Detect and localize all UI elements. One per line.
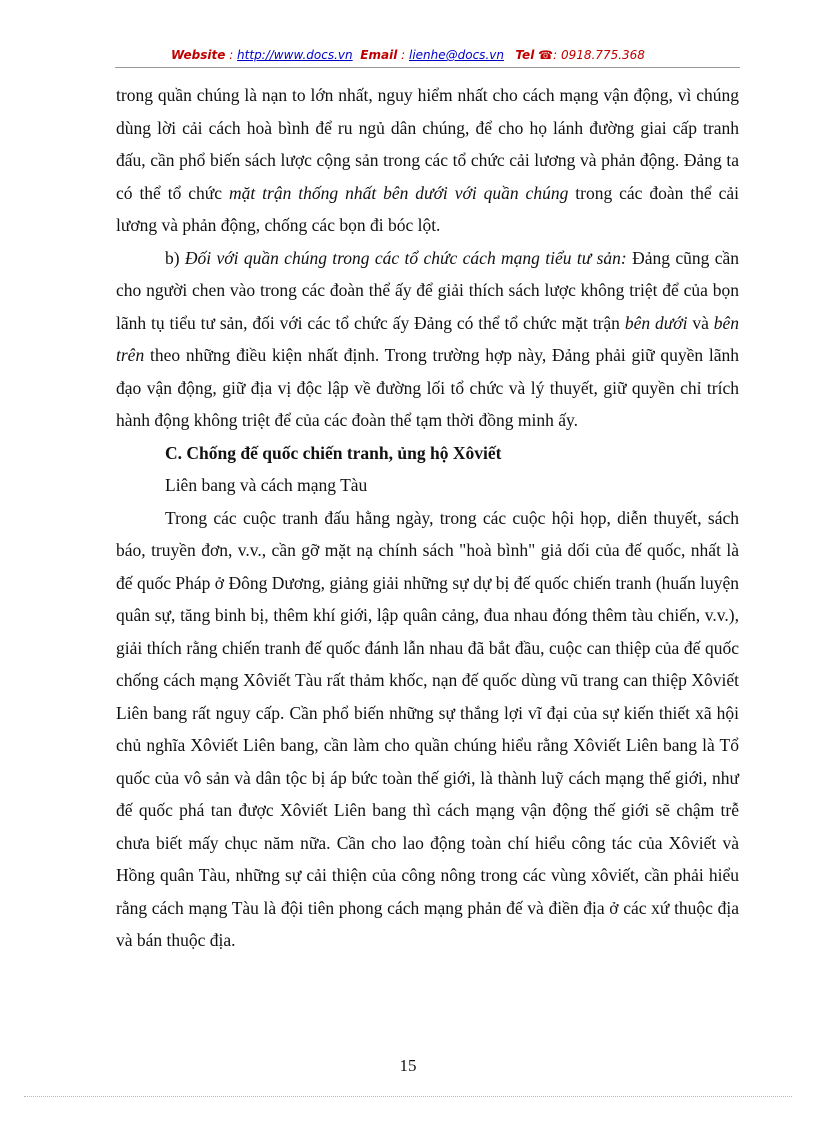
document-body [116,79,739,957]
paragraph-2-italic-below: bên dưới [624,312,688,333]
footer-rule [24,1096,792,1097]
website-separator: : [225,48,238,62]
tel-label: Tel [515,48,535,62]
website-label: Website [171,48,226,62]
paragraph-3: Trong các cuộc tranh đấu hằng ngày, trong các cuộc hội họp, diễn thuyết, sách báo, truyền đơn, v.v., cần gỡ mặt nạ chính sách "hoà bình" giả dối của đế quốc, nhất là đế quốc Pháp ở Đông Dương, giảng giải những sự dự bị đế quốc chiến tranh (huấn luyện quân sự, tăng binh bị, thêm khí giới, lập quân cảng, đua nhau đóng thêm tàu chiến, v.v.), giải thích rằng chiến tranh đế quốc đánh lẫn nhau đã bắt đầu, cuộc can thiệp của đế quốc chống cách mạng Xôviết Tàu rất thảm khốc, nạn đế quốc dùng vũ trang can thiệp Xôviết Liên bang rất nguy cấp. Cần phổ biến những sự thắng lợi vĩ đại của sự kiến thiết xã hội chủ nghĩa Xôviết Liên bang, cần làm cho quần chúng hiểu rằng Xôviết Liên bang là Tổ quốc của vô sản và dân tộc bị áp bức toàn thế giới, là thành luỹ cách mạng thế giới, như đế quốc phá tan được Xôviết Liên bang thì cách mạng vận động thế giới sẽ chậm trễ chưa biết mấy chục năm nữa. Cần cho lao động toàn chí hiểu công tác của Xôviết và Hồng quân Tàu, những sự cải thiện của công nông trong các vùng xôviết, cần phải hiểu rằng cách mạng Tàu là đội tiên phong cách mạng phản đế và điền địa ở các xứ thuộc địa và bán thuộc địa. [116,507,739,950]
page-number: 15 [399,1056,417,1075]
email-separator: : [397,48,409,62]
email-link[interactable]: lienhe@docs.vn [408,48,504,62]
section-heading: C. Chống đế quốc chiến tranh, ủng hộ Xôviết [165,442,502,463]
section-subheading: Liên bang và cách mạng Tàu [165,475,368,495]
paragraph-2-text-a: Đảng cũng cần cho người chen vào trong các đoàn thể ấy để giải thích sách lược không triệt để của bọn lãnh tụ tiểu tư sản, đối với các tổ chức ấy Đảng có thể tổ chức mặt trận [116,247,739,333]
paragraph-2-text-c: theo những điều kiện nhất định. Trong trường hợp này, Đảng phải giữ quyền lãnh đạo vận động, giữ địa vị độc lập về đường lối tổ chức và lý thuyết, giữ quyền chỉ trích hành động không triệt để của các đoàn thể tạm thời đồng minh ấy. [116,345,739,430]
email-label: Email [360,48,398,62]
paragraph-2 [116,242,739,437]
website-link[interactable]: http://www.docs.vn [237,48,353,62]
paragraph-1-text: trong quần chúng là nạn to lớn nhất, nguy hiểm nhất cho cách mạng vận động, vì chúng dùng lời cải cách hoà bình để ru ngủ dân chúng, để cho họ lánh đường giai cấp tranh đấu, cần phổ biến sách lược cộng sản trong các tổ chức cải lương và phản động. Đảng ta có thể tổ chức [116,85,739,203]
paragraph-2-italic-above: bên trên [116,312,739,365]
paragraph-1 [116,79,739,242]
paragraph-2-text-b: và [687,312,714,333]
paragraph-2-italic-heading: Đối với quần chúng trong các tổ chức cách mạng tiểu tư sản: [184,247,627,268]
paragraph-1-end: trong các đoàn thể cải lương và phản động, chống các bọn đi bóc lột. [116,182,740,235]
header-rule [115,67,740,68]
phone-icon: ☎ [538,48,554,62]
paragraph-1-italic: mặt trận thống nhất bên dưới với quần chúng [229,182,569,203]
page-header [0,48,816,62]
paragraph-2-prefix: b) [165,247,185,268]
tel-value: : 0918.775.368 [553,48,645,62]
